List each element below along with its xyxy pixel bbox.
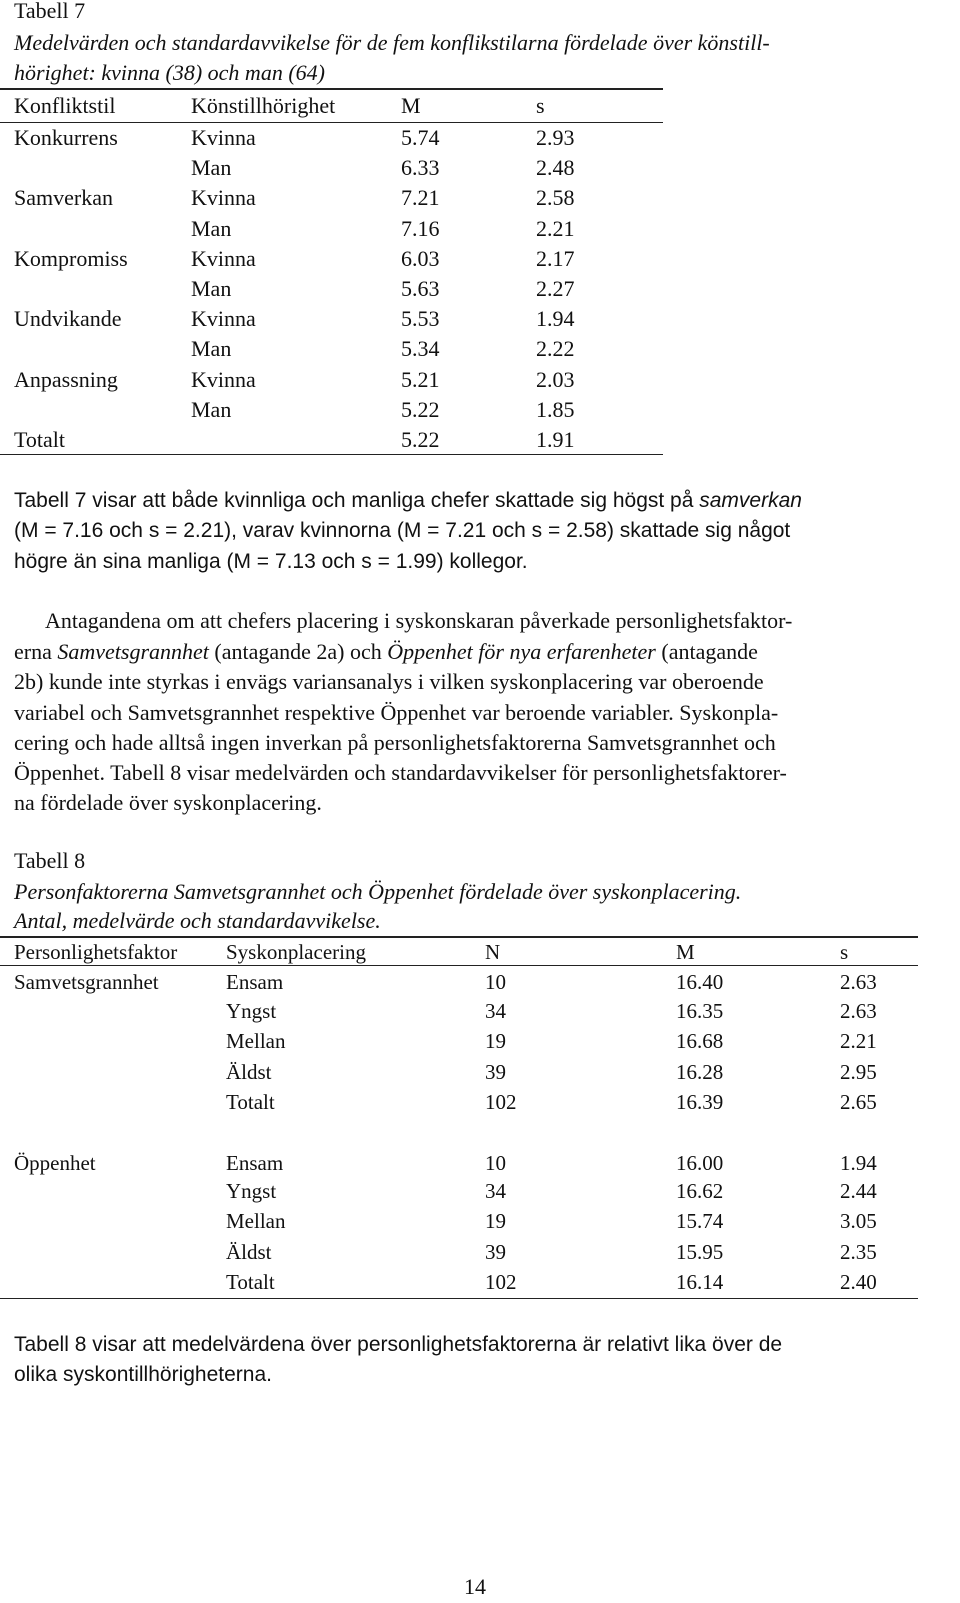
table8-cell: 2.63 [840,999,877,1023]
table7-cell: 2.22 [536,336,575,362]
table8-cell: Ensam [226,1151,284,1175]
table7-header-cell: Konfliktstil [14,93,116,118]
table7-cell: 1.85 [536,396,575,422]
para1-line3: högre än sina manliga (M = 7.13 och s = 1.99) kollegor. [14,550,528,573]
table8-header-cell: Syskonplacering [226,940,366,964]
table8-cell: Yngst [226,1179,277,1203]
table8-cell: 34 [485,1179,506,1203]
table8-cell: Mellan [226,1029,286,1053]
para2-line4: variabel och Samvetsgrannhet respektive Öppenhet var beroende variabler. Syskonpla- [14,700,779,725]
table8-cell: 39 [485,1240,506,1264]
table7-cell: 1.91 [536,427,575,452]
table7-cell: Man [191,215,232,241]
table8-cell: 16.35 [676,999,724,1023]
table8-cell: 2.63 [840,970,877,994]
para2-line2 [14,637,758,667]
table7-cell: Kvinna [191,366,256,392]
table8-cell: Mellan [226,1209,286,1233]
table8-cell: 15.95 [676,1240,724,1264]
para2-line2-b: Samvetsgrannhet [57,639,209,664]
para1-line2: (M = 7.16 och s = 2.21), varav kvinnorna (M = 7.21 och s = 2.58) skattade sig något [14,519,791,542]
table8-cell: 1.94 [840,1151,877,1175]
table7-header-cell: Könstillhörighet [191,93,336,118]
para2-line2-e: (antagande [655,639,758,664]
table8-bottom-rule [0,1298,918,1299]
table7-cell: 2.03 [536,366,575,392]
table7-cell: 7.21 [401,185,440,211]
table7-cell: Man [191,336,232,362]
table7-label: Tabell 7 [14,0,86,23]
table7-cell: 5.22 [401,427,440,452]
table7-cell: 2.93 [536,125,575,150]
table7-cell: 5.53 [401,306,440,332]
table8-cell: 2.44 [840,1179,877,1203]
table7-cell: 5.63 [401,276,440,301]
table8-cell: 2.95 [840,1060,877,1084]
table7-cell: 6.03 [401,245,440,271]
para1-line1-emph: samverkan [699,489,802,512]
para2-line7: na fördelade över syskonplacering. [14,790,322,815]
para2-line1: Antagandena om att chefers placering i syskonskaran påverkade personlighetsfaktor- [45,608,793,633]
para3-line1: Tabell 8 visar att medelvärdena över personlighetsfaktorerna är relativt lika över de [14,1333,783,1356]
table8-cell: 16.28 [676,1060,724,1084]
table8-cell: 2.65 [840,1090,877,1114]
table8-cell: 19 [485,1209,506,1233]
table8-cell: Äldst [226,1240,272,1264]
table8-cell: Ensam [226,970,284,994]
table7-cell: Samverkan [14,185,113,211]
table8-cell: Äldst [226,1060,272,1084]
table7-cell: Man [191,155,232,181]
table8-header-cell: Personlighetsfaktor [14,940,178,964]
table7-cell: Man [191,396,232,422]
table7-cell: Totalt [14,427,66,452]
table7-cell: Konkurrens [14,125,118,150]
table8-cell: Totalt [226,1090,275,1114]
table8-cell: 3.05 [840,1209,877,1233]
table8-cell: 10 [485,970,506,994]
table8-cell: 2.40 [840,1270,877,1294]
table7-cell: 5.74 [401,125,440,150]
table7-cell: 2.17 [536,245,575,271]
table7-cell: 5.22 [401,396,440,422]
table7-header-cell: s [536,93,545,118]
table7-cell: Kvinna [191,245,256,271]
para2-line2-c: (antagande 2a) och [208,639,388,664]
table7-cell: 5.34 [401,336,440,362]
table7-header-cell: M [401,93,421,118]
table7-cell: 2.58 [536,185,575,211]
para2-line6: Öppenhet. Tabell 8 visar medelvärden och standardavvikelser för personlighetsfaktorer- [14,760,787,785]
table8-cell: Öppenhet [14,1151,96,1175]
table7-cell: 6.33 [401,155,440,181]
table8-cell: 2.21 [840,1029,877,1053]
table7-cell: Kvinna [191,125,256,150]
page-number: 14 [464,1574,486,1599]
table7-cell: Kvinna [191,185,256,211]
table8-cell: Samvetsgrannhet [14,970,159,994]
table8-cell: 16.68 [676,1029,724,1053]
table8-cell: 2.35 [840,1240,877,1264]
table8-cell: Yngst [226,999,277,1023]
table8-cell: Totalt [226,1270,275,1294]
table7-cell: Man [191,276,232,301]
table7-cell: 2.27 [536,276,575,301]
table7-cell: 1.94 [536,306,575,332]
para2-line2-a: erna [14,639,58,664]
para3-line2: olika syskontillhörigheterna. [14,1363,272,1386]
table7-cell: Kompromiss [14,245,128,271]
table8-cell: 16.40 [676,970,724,994]
table8-cell: 16.39 [676,1090,724,1114]
table8-caption-line1: Personfaktorerna Samvetsgrannhet och Öppenhet fördelade över syskonplacering. [14,879,742,904]
table8-cell: 102 [485,1090,517,1114]
table7-cell: Anpassning [14,366,118,392]
table8-cell: 16.62 [676,1179,724,1203]
para2-line5: cering och hade alltså ingen inverkan på personlighetsfaktorerna Samvetsgrannhet och [14,730,776,755]
table8-caption-line2: Antal, medelvärde och standardavvikelse. [14,908,381,933]
table7-cell: Kvinna [191,306,256,332]
table7-cell: 2.21 [536,215,575,241]
table8-label: Tabell 8 [14,848,86,873]
table8-cell: 39 [485,1060,506,1084]
table8-header-cell: M [676,940,695,964]
table7-caption-line2: hörighet: kvinna (38) och man (64) [14,60,325,85]
table7-cell: 7.16 [401,215,440,241]
table8-cell: 15.74 [676,1209,724,1233]
table8-header-cell: s [840,940,849,964]
table7-top-rule [0,88,663,90]
para2-line3: 2b) kunde inte styrkas i envägs variansanalys i vilken syskonplacering var oberoende [14,669,764,694]
table7-cell: 2.48 [536,155,575,181]
table7-cell: 5.21 [401,366,440,392]
table8-cell: 16.00 [676,1151,724,1175]
table8-header-cell: N [485,940,501,964]
para2-line2-d: Öppenhet för nya erfarenheter [387,639,656,664]
table7-caption-line1: Medelvärden och standardavvikelse för de fem konflikstilarna fördelade över könstill- [14,30,770,55]
table8-cell: 19 [485,1029,506,1053]
table8-cell: 10 [485,1151,506,1175]
table8-cell: 102 [485,1270,517,1294]
table8-cell: 34 [485,999,506,1023]
para1-line1 [14,486,802,516]
table7-cell: Undvikande [14,306,122,332]
table8-cell: 16.14 [676,1270,724,1294]
para1-line1-text: Tabell 7 visar att både kvinnliga och manliga chefer skattade sig högst på [14,489,700,512]
